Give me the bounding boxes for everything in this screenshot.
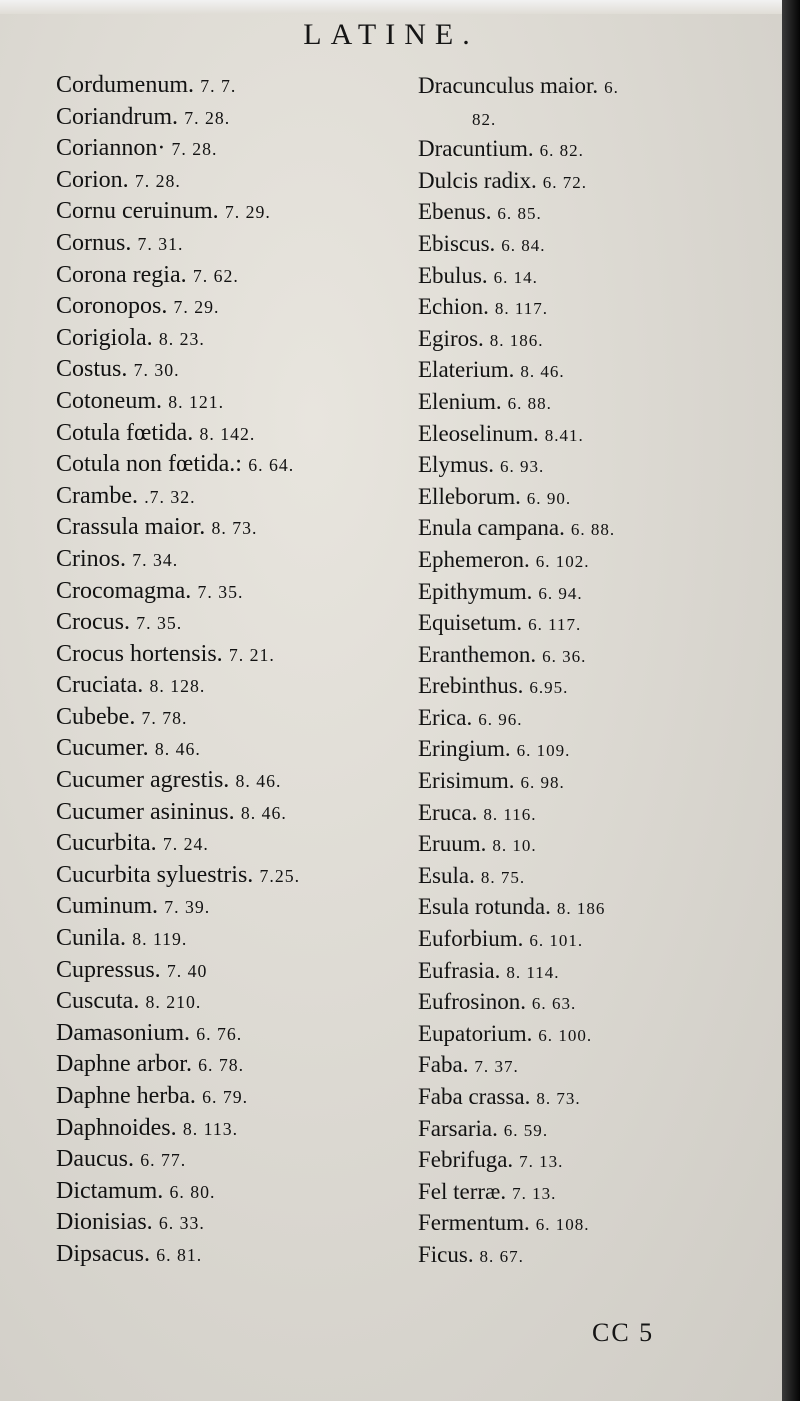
entry-reference: 6. 98. [520,773,565,793]
index-entry [418,228,768,260]
entry-term: Coriandrum. [56,103,178,130]
index-entry [418,1018,768,1050]
entry-reference: 6. 100. [538,1025,593,1045]
entry-reference: 7. 13. [519,1152,564,1172]
index-entry [56,102,406,134]
entry-reference: 7. 78. [141,707,188,728]
entry-reference: 6. 80. [169,1181,216,1202]
entry-term: Crassula maior. [56,514,206,541]
entry-term: Daphnoides. [56,1114,177,1141]
entry-reference: 7. 62. [192,265,239,286]
entry-reference: 82. [471,109,497,129]
entry-term: Dulcis radix. [418,167,537,193]
entry-term: Farsaria. [418,1115,498,1141]
entry-reference: 6. 84. [501,235,546,255]
entry-term: Daucus. [56,1146,134,1173]
entry-reference: 8. 116. [483,804,537,824]
entry-reference: 7. 21. [228,644,275,665]
index-entry [56,702,406,734]
index-entry [56,639,406,671]
entry-term: Ebiscus. [418,230,496,256]
index-entry [418,955,768,987]
entry-reference: .7. 32. [144,486,196,507]
entry-reference: 7. 35. [197,581,244,602]
index-entry [56,891,406,923]
entry-term: Cordumenum. [56,72,194,98]
entry-reference: 6. 108. [535,1215,590,1235]
entry-reference: 7. 35. [136,613,183,634]
index-entry [56,228,406,260]
index-entry [56,670,406,702]
entry-term: Eranthemon. [418,641,537,667]
entry-term: Cuscuta. [56,988,140,1015]
index-entry [56,354,406,386]
index-entry [56,797,406,829]
index-entry [56,1176,406,1208]
entry-reference: 8. 46. [240,802,287,823]
index-entry [56,323,406,355]
entry-reference: 8. 117. [494,299,549,319]
entry-term: Elaterium. [418,357,515,383]
entry-reference: 6. 88. [570,520,616,540]
entry-term: Crambe. [56,482,138,509]
entry-reference: 7. 28. [134,170,181,191]
entry-reference: 7. 13. [512,1183,557,1203]
index-entry [418,1239,768,1271]
entry-term: Cucumer. [56,735,149,762]
entry-reference: 6. [604,78,619,97]
entry-term: Echion. [418,294,489,320]
entry-reference: 7. 7. [200,76,237,96]
index-entry [56,607,406,639]
entry-term: Dracunculus maior. [418,73,599,98]
entry-term: Eruca. [418,799,478,825]
index-entry [418,797,768,829]
index-entry [56,733,406,765]
scan-edge [782,0,800,1401]
index-entry [418,354,768,386]
entry-term: Enula campana. [418,515,565,541]
index-entry [56,576,406,608]
index-column-right [418,70,768,1271]
index-entry [418,670,768,702]
index-entry [418,196,768,228]
entry-term: Cucumer agrestis. [56,767,230,794]
entry-term: Eupatorium. [418,1020,533,1046]
entry-reference: 7.25. [259,865,301,886]
index-column-left [56,70,406,1271]
entry-reference: 8. 210. [145,992,202,1013]
entry-term: Erisimum. [418,768,515,794]
entry-term: Crinos. [56,545,127,572]
page-top-margin [0,0,782,14]
entry-reference: 6. 94. [538,583,583,603]
entry-reference: 7. 29. [173,297,220,318]
entry-reference: 6. 36. [542,646,587,666]
index-entry [56,481,406,513]
entry-reference: 8. 128. [149,676,206,697]
index-entry [56,1081,406,1113]
index-entry [418,576,768,608]
entry-term: Eufrasia. [418,957,501,983]
entry-term: Cucurbita. [56,830,157,857]
index-entry [418,512,768,544]
entry-reference: 8. 67. [479,1246,524,1266]
index-entry [56,133,406,165]
entry-term: Cunila. [56,925,126,952]
entry-reference: 6. 14. [493,267,538,287]
entry-term: Eleoselinum. [418,420,539,446]
entry-reference: 6. 82. [539,141,584,161]
index-entry [56,955,406,987]
entry-reference: 6. 33. [158,1213,205,1234]
entry-reference: 6. 63. [531,994,577,1014]
entry-term: Cotula fœtida. [56,419,194,446]
entry-term: Dipsacus. [56,1240,150,1267]
index-entry [418,639,768,671]
entry-reference: 7. 24. [162,834,209,855]
entry-reference: 8. 114. [506,962,560,982]
entry-term: Ficus. [418,1241,474,1267]
index-entry [418,1113,768,1145]
index-entry [418,1144,768,1176]
entry-term: Ephemeron. [418,546,530,572]
entry-reference: 8. 75. [480,867,526,887]
entry-reference: 8. 46. [154,739,201,760]
entry-reference: 7. 29. [224,202,271,223]
index-entry [418,891,768,923]
index-entry [56,196,406,228]
index-entry [56,1049,406,1081]
entry-reference: 7. 37. [474,1057,519,1077]
entry-reference: 8.41. [544,425,584,445]
entry-term: Cotoneum. [56,387,162,414]
index-entry [418,260,768,292]
index-entry [418,923,768,955]
entry-reference: 6. 79. [202,1087,249,1107]
entry-term: Cucumer asininus. [56,798,235,825]
entry-reference: 8. 121. [168,391,225,412]
entry-term: Eufrosinon. [418,989,526,1015]
entry-reference: 6. 109. [516,741,571,761]
entry-reference: 7. 34. [132,549,179,570]
index-entry [56,449,406,481]
entry-reference: 6. 81. [156,1244,203,1265]
entry-term: Febrifuga. [418,1147,514,1173]
entry-term: Costus. [56,356,128,383]
entry-reference: 8. 23. [158,328,205,349]
index-entry [56,1113,406,1145]
index-entry [418,481,768,513]
entry-term: Crocomagma. [56,577,192,604]
entry-reference: 8. 186. [489,330,544,350]
entry-reference: 8. 10. [492,836,537,856]
index-entry [56,765,406,797]
entry-reference: 7. 31. [137,233,184,254]
entry-reference: 7. 28. [171,139,218,160]
entry-term: Epithymum. [418,578,533,604]
index-entry [56,544,406,576]
index-entry [56,828,406,860]
entry-reference: 8. 46. [520,362,565,382]
index-entry [418,986,768,1018]
entry-reference: 6. 78. [198,1055,245,1076]
entry-term: Faba crassa. [418,1084,531,1109]
entry-reference: 6. 102. [535,551,590,571]
entry-term: Fel terræ. [418,1178,507,1204]
signature-mark: CC 5 [592,1318,655,1347]
entry-term: Coronopos. [56,293,168,320]
entry-reference: 6. 59. [503,1120,549,1140]
entry-term: Cubebe. [56,703,136,730]
entry-term: Cucurbita syluestris. [56,861,254,888]
entry-term: Coriannon· [56,135,166,162]
index-entry [418,133,768,165]
entry-term: Euforbium. [418,926,524,952]
entry-reference: 8. 113. [182,1118,239,1139]
entry-term: Corona regia. [56,261,187,288]
index-entry [418,1176,768,1208]
entry-reference: 6. 101. [529,931,584,951]
index-entry [418,1207,768,1239]
entry-term: Cuminum. [56,893,159,920]
entry-term: Ebenus. [418,199,492,225]
entry-reference: 6. 88. [507,393,552,413]
entry-reference: 8. 186 [556,899,606,919]
index-entry [56,165,406,197]
entry-term: Cupressus. [56,956,161,983]
entry-reference: 8. 73. [211,518,258,539]
entry-term: Crocus hortensis. [56,640,223,667]
entry-term: Eruum. [418,831,487,857]
entry-term: Elenium. [418,388,502,414]
entry-reference: 6. 77. [140,1150,187,1171]
entry-term: Eringium. [418,736,511,762]
entry-term: Crocus. [56,609,130,636]
index-entry [418,1049,768,1081]
index-entry [418,449,768,481]
entry-term: Cotula non fœtida.: [56,451,242,478]
index-entry [56,860,406,892]
entry-reference: 6. 96. [478,709,523,729]
entry-term: Egiros. [418,325,484,351]
entry-term: Erica. [418,704,473,730]
entry-term: Erebinthus. [418,673,524,699]
entry-reference: 6. 76. [196,1023,243,1044]
entry-reference: 7. 28. [184,107,231,128]
index-entry [418,323,768,355]
entry-term: Corion. [56,166,129,193]
entry-term: Elymus. [418,452,495,478]
entry-reference: 8. 119. [132,929,188,950]
index-entry [418,70,768,102]
index-entry [418,828,768,860]
index-entry [418,733,768,765]
entry-term: Ebulus. [418,262,488,288]
entry-reference: 6. 85. [497,204,542,224]
index-entry [418,1081,768,1113]
index-entry [56,386,406,418]
index-entry [56,1144,406,1176]
index-entry [418,291,768,323]
index-entry [56,1239,406,1271]
entry-reference: 6. 64. [248,455,295,476]
index-entry [56,923,406,955]
entry-reference: 8. 142. [199,423,256,444]
entry-term: Daphne arbor. [56,1051,192,1078]
entry-term: Cornu ceruinum. [56,198,219,225]
entry-term: Cornus. [56,229,132,256]
entry-term: Equisetum. [418,610,523,636]
entry-reference: 7. 40 [166,960,208,981]
index-entry [418,102,768,134]
index-entry [418,765,768,797]
entry-term: Dionisias. [56,1209,153,1236]
index-entry [56,260,406,292]
entry-reference: 7. 39. [164,897,211,918]
entry-term: Esula rotunda. [418,894,551,920]
entry-term: Daphne herba. [56,1083,196,1109]
index-entry [56,418,406,450]
index-entry [56,986,406,1018]
index-entry [418,607,768,639]
entry-term: Elleborum. [418,483,521,509]
entry-reference: 6. 117. [528,615,582,635]
index-entry [56,1207,406,1239]
entry-reference: 8. 46. [235,771,282,792]
index-entry [418,418,768,450]
entry-reference: 6.95. [529,678,569,698]
index-entry [56,1018,406,1050]
index-entry [418,386,768,418]
entry-term: Dracuntium. [418,136,534,162]
entry-term: Damasonium. [56,1019,190,1046]
entry-term: Faba. [418,1052,469,1078]
index-entry [56,291,406,323]
entry-reference: 6. 93. [499,457,545,477]
index-entry [418,702,768,734]
entry-term: Esula. [418,862,475,888]
entry-reference: 6. 90. [526,488,572,508]
entry-term: Fermentum. [418,1210,530,1236]
index-entry [56,512,406,544]
index-entry [418,860,768,892]
index-entry [56,70,406,102]
entry-reference: 6. 72. [542,172,588,192]
entry-term: Cruciata. [56,672,144,699]
entry-reference: 7. 30. [133,360,180,381]
entry-term: Dictamum. [56,1177,164,1204]
index-entry [418,544,768,576]
entry-term: Corigiola. [56,324,153,351]
entry-reference: 8. 73. [536,1089,581,1108]
page-header: LATINE. [303,18,479,51]
index-entry [418,165,768,197]
